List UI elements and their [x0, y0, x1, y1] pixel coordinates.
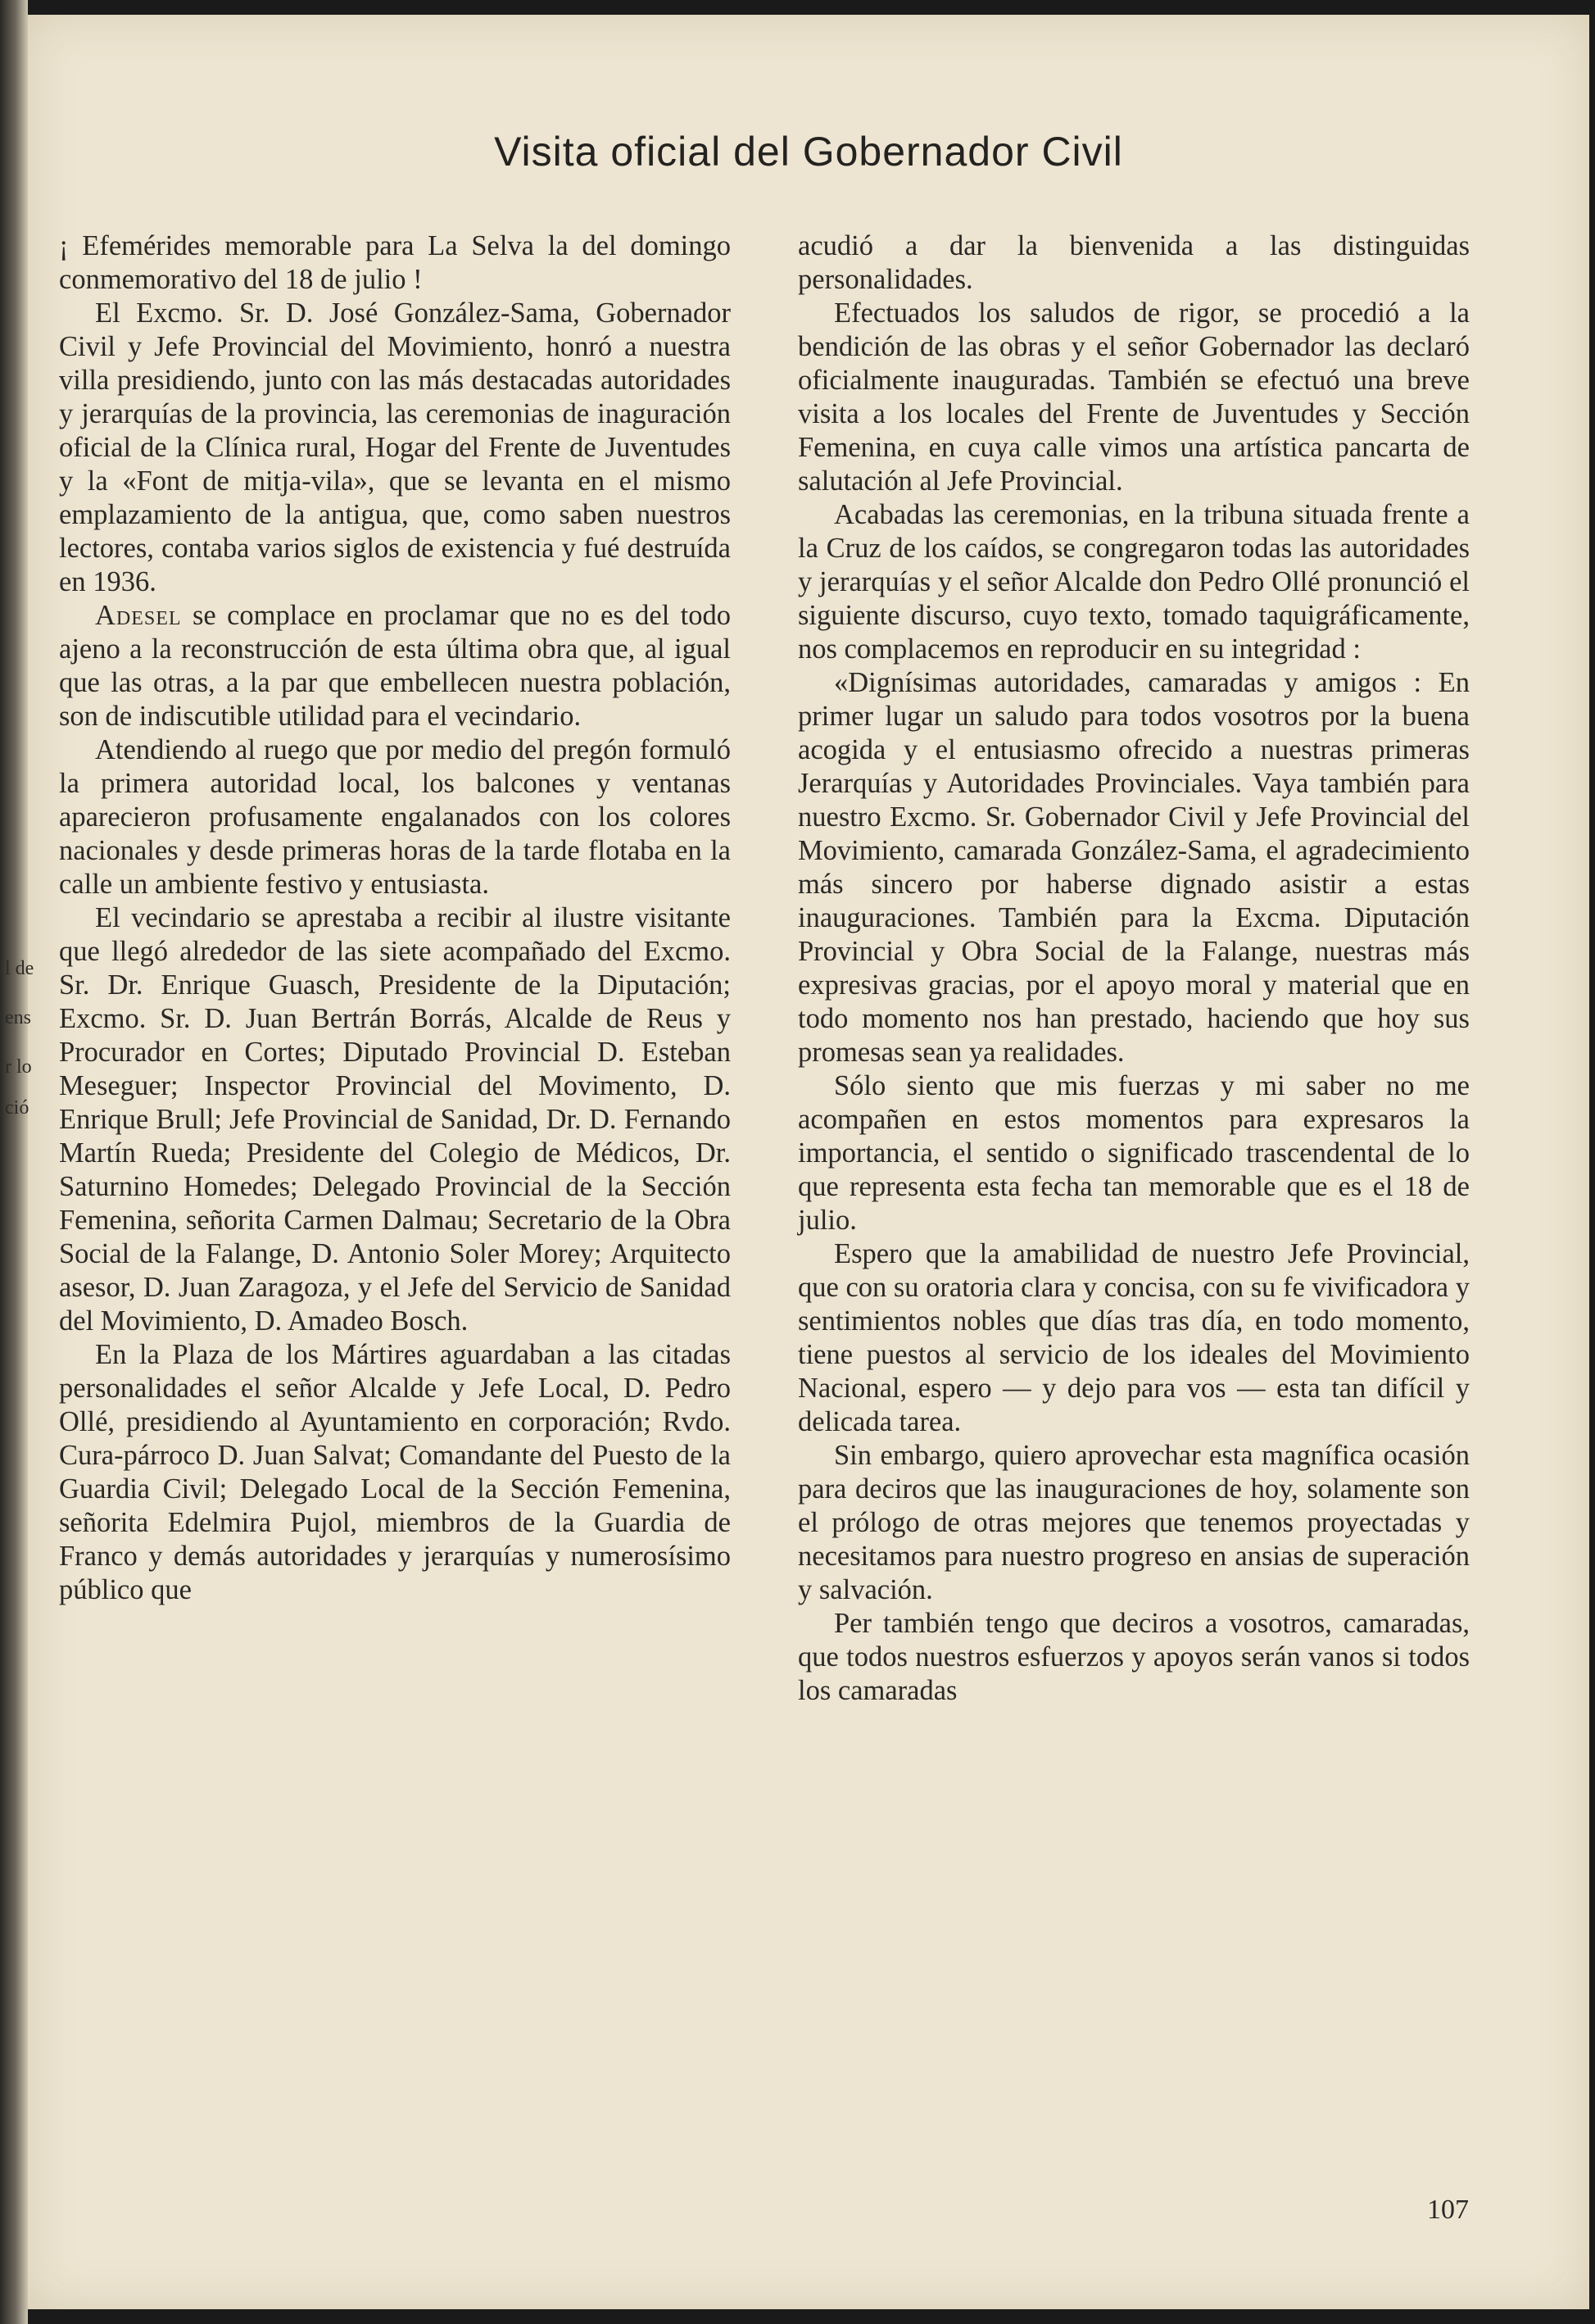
edge-fragment: ens [5, 1007, 31, 1028]
adesel-word: Adesel [95, 600, 182, 631]
page-title: Visita oficial del Gobernador Civil [494, 129, 1123, 175]
paragraph [59, 599, 731, 733]
paragraph-text: se complace en proclamar que no es del todo ajeno a la reconstrucción de esta última obra que, al igual que las otras, a la par que embellecen nuestra población, son de indiscutible utilidad para el vecindario. [59, 600, 732, 732]
paragraph: Espero que la amabilidad de nuestro Jefe Provincial, que con su oratoria clara y concisa, con su fe vivificadora y sentimientos nobles que días tras día, en todo momento, tiene puestos al servicio de los ideales del Movimiento Nacional, espero — y dejo para vos — esta tan difícil y delicada tarea. [798, 1238, 1470, 1437]
paragraph: Sólo siento que mis fuerzas y mi saber no me acompañen en estos momentos para expresaros la importancia, el sentido o significado trascendental de lo que representa esta fecha tan memorable que es el 18 de julio. [798, 1070, 1470, 1236]
edge-fragment: l de [5, 958, 34, 979]
edge-fragment: ció [5, 1097, 29, 1119]
paragraph: Efectuados los saludos de rigor, se procedió a la bendición de las obras y el señor Gobernador las declaró oficialmente inauguradas. También se efectuó una breve visita a los locales del Frente de Juventudes y Sección Femenina, en cuya calle vimos una artística pancarta de salutación al Jefe Provincial. [798, 297, 1470, 497]
paragraph: Acabadas las ceremonias, en la tribuna situada frente a la Cruz de los caídos, se congregaron todas las autoridades y jerarquías y el señor Alcalde don Pedro Ollé pronunció el siguiente discurso, cuyo texto, tomado taquigráficamente, nos complacemos en reproducir en su integridad : [798, 499, 1470, 665]
paragraph: Per también tengo que deciros a vosotros, camaradas, que todos nuestros esfuerzos y apoyos serán vanos si todos los camaradas [798, 1608, 1470, 1706]
paragraph: El Excmo. Sr. D. José González-Sama, Gobernador Civil y Jefe Provincial del Movimiento, honró a nuestra villa presidiendo, junto con las más destacadas autoridades y jerarquías de la provincia, las ceremonias de inaguración oficial de la Clínica rural, Hogar del Frente de Juventudes y la «Font de mitja-vila», que se levanta en el mismo emplazamiento de la antigua, que, como saben nuestros lectores, contaba varios siglos de existencia y fué destruída en 1936. [59, 297, 731, 597]
paragraph: Atendiendo al ruego que por medio del pregón formuló la primera autoridad local, los balcones y ventanas aparecieron profusamente engalanados con los colores nacionales y desde primeras horas de la tarde flotaba en la calle un ambiente festivo y entusiasta. [59, 734, 731, 900]
column-right [798, 229, 1470, 1708]
paragraph: «Dignísimas autoridades, camaradas y amigos : En primer lugar un saludo para todos vosotros por la buena acogida y el entusiasmo ofrecido a nuestras primeras Jerarquías y Autoridades Provinciales. Vaya también para nuestro Excmo. Sr. Gobernador Civil y Jefe Provincial del Movimiento, camarada González-Sama, el agradecimiento más sincero por haberse dignado asistir a estas inauguraciones. También para la Excma. Diputación Provincial y Obra Social de la Falange, nuestras más expresivas gracias, por el apoyo moral y material que en todo momento nos han prestado, haciendo que hoy sus promesas sean ya realidades. [798, 667, 1470, 1068]
paragraph: Sin embargo, quiero aprovechar esta magnífica ocasión para deciros que las inauguraciones de hoy, solamente son el prólogo de otras mejores que tenemos proyectadas y necesitamos para nuestro progreso en ansias de superación y salvación. [798, 1440, 1470, 1605]
paragraph: ¡ Efemérides memorable para La Selva la del domingo conmemorativo del 18 de julio ! [59, 230, 731, 295]
paragraph: En la Plaza de los Mártires aguardaban a las citadas personalidades el señor Alcalde y Jefe Local, D. Pedro Ollé, presidiendo al Ayuntamiento en corporación; Rvdo. Cura-párroco D. Juan Salvat; Comandante del Puesto de la Guardia Civil; Delegado Local de la Sección Femenina, señorita Edelmira Pujol, miembros de la Guardia de Franco y demás autoridades y jerarquías y numerosísimo público que [59, 1339, 731, 1605]
page-number: 107 [1427, 2195, 1469, 2225]
paragraph: acudió a dar la bienvenida a las distinguidas personalidades. [798, 230, 1470, 295]
document-page [28, 15, 1589, 2309]
edge-fragment: r lo [5, 1056, 32, 1078]
column-left [59, 229, 731, 1607]
paragraph: El vecindario se aprestaba a recibir al ilustre visitante que llegó alrededor de las siete acompañado del Excmo. Sr. Dr. Enrique Guasch, Presidente de la Diputación; Excmo. Sr. D. Juan Bertrán Borrás, Alcalde de Reus y Procurador en Cortes; Diputado Provincial D. Esteban Meseguer; Inspector Provincial del Movimento, D. Enrique Brull; Jefe Provincial de Sanidad, Dr. D. Fernando Martín Rueda; Presidente del Colegio de Médicos, Dr. Saturnino Homedes; Delegado Provincial de la Sección Femenina, señorita Carmen Dalmau; Secretario de la Obra Social de la Falange, D. Antonio Soler Morey; Arquitecto asesor, D. Juan Zaragoza, y el Jefe del Servicio de Sanidad del Movimiento, D. Amadeo Bosch. [59, 902, 731, 1337]
binding-edge [0, 0, 28, 2324]
